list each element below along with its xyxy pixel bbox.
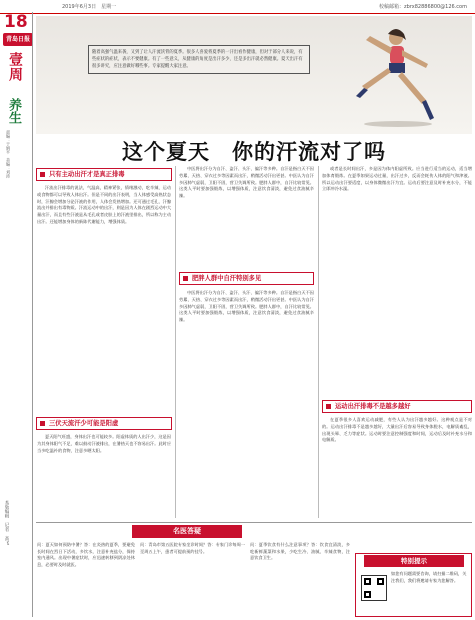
editor-email: 校稿邮箱：zbrx82886800@126.com bbox=[379, 4, 467, 10]
column-title: 壹周 bbox=[7, 52, 23, 82]
article-column-2 bbox=[179, 290, 314, 518]
notice-title: 特别提示 bbox=[364, 555, 464, 567]
page-number: 18 bbox=[4, 12, 28, 32]
article-column-3b bbox=[322, 417, 472, 520]
intro-text: 随着高强气温来袭，又到了让人汗流浃背的夏季。很多人喜爱将夏季的一汗出看作健康，但对于部分人来说，有些症状的症状，表示不要健康。有了一些意义，从健康的角度是出汗多少，还是多出汗就必然健康。夏天出汗有很多讲究，应注意做好哪些事。专家提醒大家注意。 bbox=[88, 45, 310, 74]
subhead-4: 运动出汗排毒不是越多越好 bbox=[322, 400, 472, 413]
qa-column-1: 问：夏天如何预防中暑？答：在炎热的夏季，要避免长时间在烈日下活动，多饮水，注意补充盐分，保持室内通风。出现中暑症状时，应迅速转移到阴凉处休息，必要时及时就医。 bbox=[37, 542, 135, 567]
column-rule bbox=[175, 166, 176, 518]
left-rule bbox=[32, 12, 33, 617]
article-paragraph: 在夏季很多人喜欢运动减肥，有些人认为出汗越多越好。这种观点是不对的。运动出汗排毒不是越多越好，大量出汗后容易导致身体脱水，电解质紊乱，出现头晕、乏力等症状。运动时要注意控制强度和时间，运动后及时补充水分和电解质。 bbox=[322, 417, 472, 443]
qa-column-3: 问：夏季饮食有什么注意事项？答：饮食宜清淡，多吃新鲜蔬菜和水果，少吃生冷、油腻、辛辣食物，注意饮食卫生。 bbox=[250, 542, 350, 561]
qr-code-icon[interactable] bbox=[361, 575, 387, 601]
subhead-1: 只有主动出汗才是真正排毒 bbox=[36, 168, 172, 181]
notice-text: 如您有问题需要咨询，请扫描二维码，关注我们，我们将邀请专家为您解答。 bbox=[391, 571, 467, 583]
runner-illustration bbox=[318, 24, 468, 132]
subhead-2: 三伏天流汗少可能是阳虚 bbox=[36, 417, 172, 430]
editor-credits: 责编：于娟平 美编：刘沛 bbox=[6, 130, 11, 178]
article-paragraph: 汗流出汗排毒的说法，气温高，精神紧张，情绪激动，吃辛辣、运动或食物都可以导致人体出汗。但是不同的出汗表明，当人体感受高热状态时，汗腺会增加分泌汗液的作用，人体会发热增加。还可通过毛孔、汗腺流出并排出有毒物质。汗流运动中的出汗，则是因为人体在剧烈运动中大量出汗，而且有些汗液是从毛孔或者皮肤上的汗液里排出，所以称为主动出汗。还能增加身体的新陈代谢能力，增强体质。 bbox=[37, 185, 171, 224]
main-headline: 这个夏天 你的汗流对了吗 bbox=[122, 139, 386, 164]
subhead-3: 肥胖人群中自汗特别多见 bbox=[179, 272, 314, 285]
article-column-2-top bbox=[179, 166, 314, 258]
section-divider bbox=[36, 522, 472, 523]
article-paragraph: 夏天阳气旺盛，身体出汗也可能较多。阳虚体质的人出汗少，这是因为其身体阳气不足，难以鼓动汗液排出，在暑热天也不容易出汗。此时应当多吃温补的食物，注意多晒太阳。 bbox=[37, 434, 171, 453]
newspaper-logo: 青岛日报 bbox=[3, 33, 33, 46]
article-column-1b bbox=[37, 434, 171, 520]
article-column-1 bbox=[37, 185, 171, 415]
editor-credits-bottom: 本版编辑 记者 高飞 bbox=[4, 500, 9, 545]
qa-band: 名医答疑 bbox=[132, 525, 242, 538]
article-paragraph: 中医将出汗分为自汗、盗汗、头汗、偏汗等多种。自汗是指白天不因劳累、天热、穿衣过多等因素而出汗，稍微活动汗出更甚。中医认为自汗多因肺气虚弱，卫阳不固，营卫失调所致。肥胖人群中，自汗比较常见。这类人平时要加强锻炼，以增强体质，注意饮食清淡，避免过食油腻辛辣。 bbox=[179, 290, 314, 323]
article-paragraph: 中医将出汗分为自汗、盗汗、头汗、偏汗等多种。自汗是指白天不因劳累、天热、穿衣过多等因素而出汗，稍微活动汗出更甚。中医认为自汗多因肺气虚弱，卫阳不固，营卫失调所致。肥胖人群中，自汗比较常见。这类人平时要加强锻炼，以增强体质，注意饮食清淡，避免过食油腻辛辣。 bbox=[179, 166, 314, 199]
article-paragraph: 或者是长时间出汗，多是因为体内阳虚所致。应当进行适当的运动，适当增加体育锻炼。在夏季如果运动过量，出汗过多，反而会耗伤人体的阳气和津液。所以运动出汗要适度，以身体微微出汗为宜。运动后要注意及时补充水分，不能立即冲冷水澡。 bbox=[322, 166, 472, 192]
issue-date: 2019年6月3日 星期一 bbox=[62, 4, 117, 10]
qa-column-2: 问：青岛市第五医院专家坐诊时间？答：专家门诊每周一至周五上午，患者可提前预约挂号。 bbox=[140, 542, 245, 554]
column-rule bbox=[318, 166, 319, 518]
page-header-bar bbox=[0, 0, 475, 14]
article-column-3 bbox=[322, 166, 472, 398]
section-title: 养生 bbox=[6, 98, 21, 124]
